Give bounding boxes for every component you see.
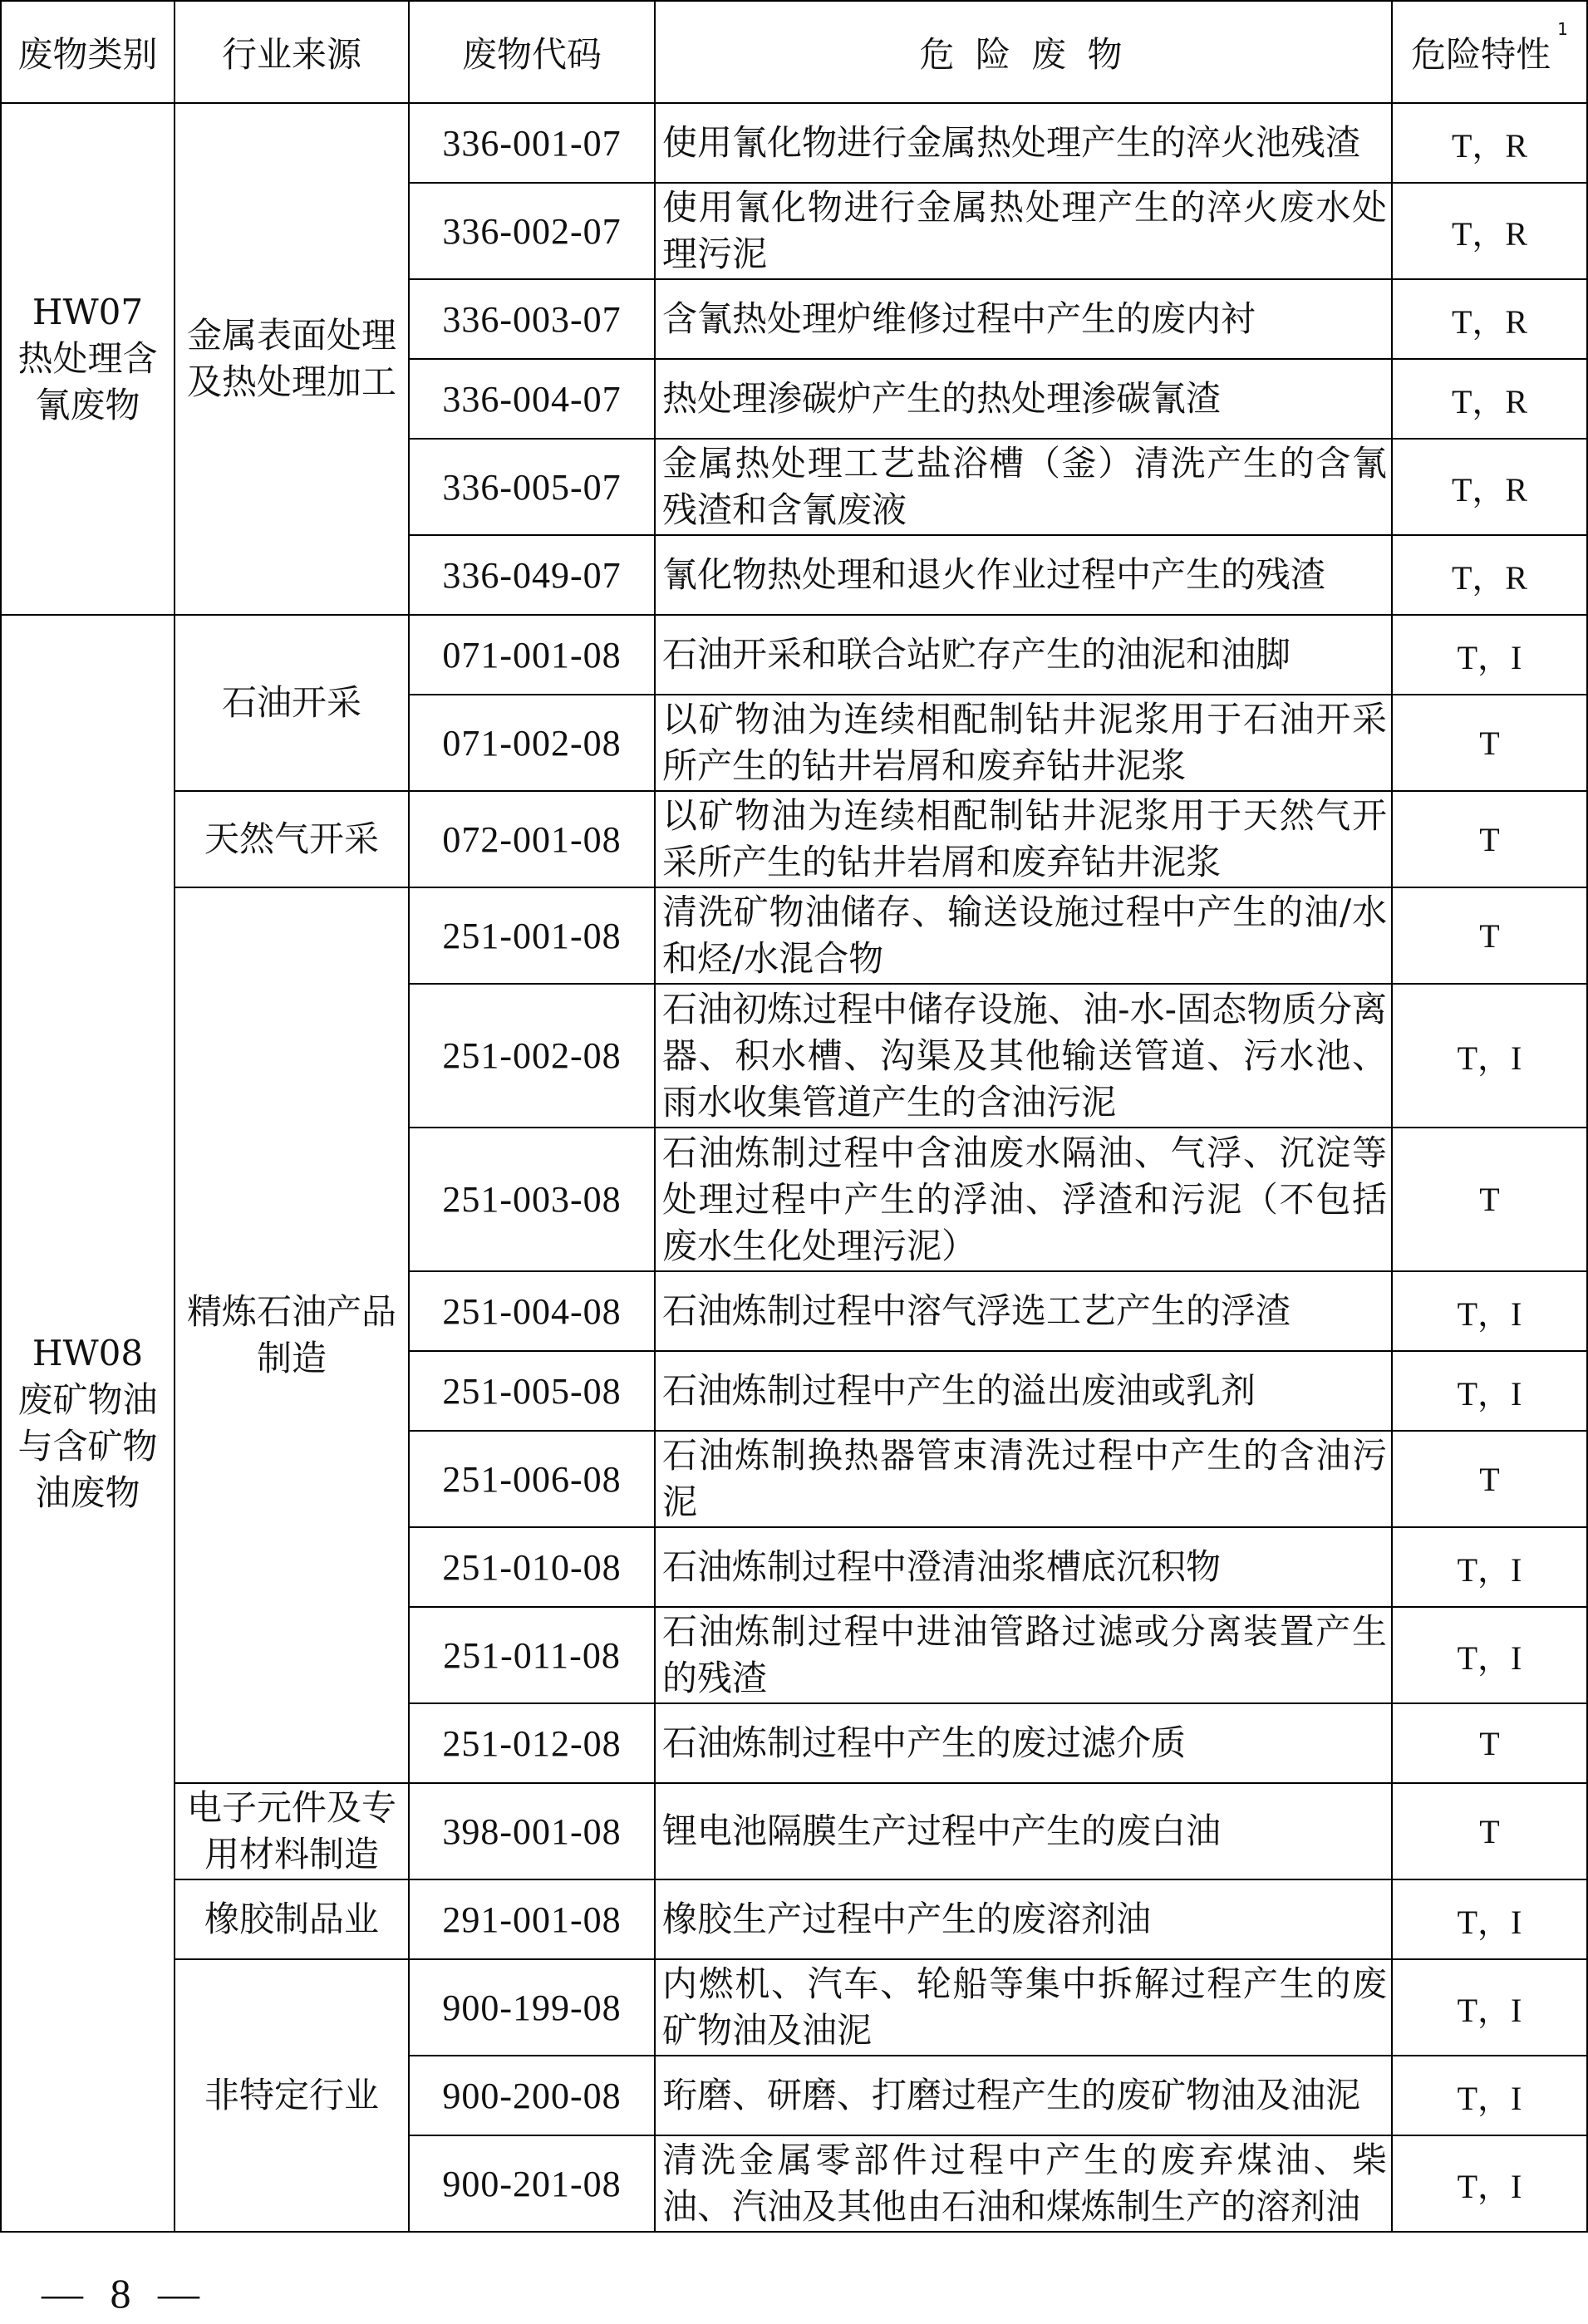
- hazard-cell: [1393, 1528, 1588, 1608]
- waste-description-cell: [656, 184, 1393, 280]
- waste-description-cell: [656, 1128, 1393, 1272]
- industry-cell: [175, 888, 410, 1784]
- category-label: [10, 289, 165, 429]
- header-hazard-label: 危险特性: [1411, 33, 1551, 75]
- waste-code-cell: [410, 2056, 656, 2136]
- waste-description: 石油炼制过程中进油管路过滤或分离装置产生的残渣: [662, 1611, 1387, 1698]
- hazard-cell: [1393, 440, 1588, 536]
- waste-code-cell: [410, 184, 656, 280]
- waste-code-cell: [410, 1272, 656, 1352]
- waste-description: 石油初炼过程中储存设施、油-水-固态物质分离器、积水槽、沟渠及其他输送管道、污水池、雨水收集管道产生的含油污泥: [662, 988, 1387, 1123]
- industry-cell: [175, 792, 410, 888]
- industry-cell: [175, 104, 410, 616]
- waste-description-cell: [656, 2056, 1393, 2136]
- hazard-cell: [1393, 1272, 1588, 1352]
- category-name: 热处理含氰废物: [17, 338, 158, 425]
- industry-name: 天然气开采: [204, 818, 379, 859]
- waste-code: 071-001-08: [442, 634, 622, 676]
- header-hazard-cell: [1393, 2, 1588, 104]
- header-category-cell: [2, 2, 175, 104]
- waste-description-cell: [656, 695, 1393, 792]
- waste-description: 石油开采和联合站贮存产生的油泥和油脚: [662, 634, 1291, 675]
- waste-code: 336-005-07: [442, 466, 622, 508]
- category-name: 废矿物油与含矿物油废物: [17, 1379, 158, 1513]
- hazard-characteristic: T，I: [1457, 1639, 1522, 1677]
- waste-description-cell: [656, 1784, 1393, 1880]
- waste-code: 291-001-08: [442, 1899, 622, 1940]
- waste-code: 251-010-08: [442, 1546, 622, 1588]
- header-industry: 行业来源: [221, 33, 361, 75]
- waste-description-cell: [656, 1272, 1393, 1352]
- hazard-cell: [1393, 184, 1588, 280]
- hazard-characteristic: T，I: [1457, 1903, 1522, 1941]
- waste-description: 石油炼制过程中含油废水隔油、气浮、沉淀等处理过程中产生的浮油、浮渣和污泥（不包括废水生化处理污泥）: [662, 1132, 1387, 1266]
- industry-name: 金属表面处理及热处理加工: [186, 315, 396, 402]
- waste-description: 珩磨、研磨、打磨过程产生的废矿物油及油泥: [662, 2075, 1361, 2115]
- header-code-cell: [410, 2, 656, 104]
- waste-code-cell: [410, 1128, 656, 1272]
- category-code: HW07: [32, 292, 144, 332]
- waste-description: 氰化物热处理和退火作业过程中产生的残渣: [662, 554, 1326, 595]
- waste-code: 900-200-08: [442, 2075, 622, 2116]
- industry-name: 非特定行业: [204, 2075, 379, 2115]
- waste-code-cell: [410, 2136, 656, 2233]
- waste-description: 清洗矿物油储存、输送设施过程中产生的油/水和烃/水混合物: [662, 892, 1387, 979]
- waste-description-cell: [656, 1880, 1393, 1960]
- waste-description-cell: [656, 616, 1393, 695]
- waste-description-cell: [656, 440, 1393, 536]
- waste-code-cell: [410, 1528, 656, 1608]
- hazard-characteristic: T: [1479, 916, 1500, 955]
- waste-description: 石油炼制过程中溶气浮选工艺产生的浮渣: [662, 1290, 1291, 1331]
- waste-code-cell: [410, 792, 656, 888]
- waste-code: 251-001-08: [442, 915, 622, 956]
- header-waste-cell: [656, 2, 1393, 104]
- waste-description: 石油炼制过程中澄清油浆槽底沉积物: [662, 1546, 1222, 1587]
- category-label: [10, 1330, 165, 1516]
- hazard-cell: [1393, 1608, 1588, 1704]
- waste-description-cell: [656, 2136, 1393, 2233]
- industry-name: 精炼石油产品制造: [186, 1291, 396, 1378]
- waste-code-cell: [410, 1608, 656, 1704]
- page-number: — 8 —: [42, 2270, 199, 2317]
- waste-description: 使用氰化物进行金属热处理产生的淬火废水处理污泥: [662, 187, 1387, 274]
- waste-code-cell: [410, 440, 656, 536]
- waste-code-cell: [410, 888, 656, 985]
- waste-code: 251-002-08: [442, 1035, 622, 1076]
- waste-code-cell: [410, 1784, 656, 1880]
- waste-code-cell: [410, 1960, 656, 2056]
- industry-name: 电子元件及专用材料制造: [186, 1787, 396, 1874]
- waste-code-cell: [410, 695, 656, 792]
- industry-name: 石油开采: [221, 682, 361, 723]
- waste-description: 锂电池隔膜生产过程中产生的废白油: [662, 1811, 1222, 1851]
- hazard-characteristic: T: [1479, 820, 1500, 858]
- waste-code: 336-001-07: [442, 122, 622, 164]
- hazard-cell: [1393, 2056, 1588, 2136]
- hazard-characteristic: T，I: [1457, 638, 1522, 676]
- hazard-cell: [1393, 104, 1588, 184]
- waste-description-cell: [656, 1352, 1393, 1432]
- waste-code-cell: [410, 1432, 656, 1528]
- waste-description: 橡胶生产过程中产生的废溶剂油: [662, 1899, 1152, 1939]
- industry-cell: [175, 616, 410, 792]
- hazard-characteristic: T，R: [1451, 126, 1528, 165]
- waste-description-cell: [656, 792, 1393, 888]
- waste-description: 内燃机、汽车、轮船等集中拆解过程产生的废矿物油及油泥: [662, 1963, 1387, 2051]
- hazard-characteristic: T: [1479, 1812, 1500, 1850]
- waste-description-cell: [656, 536, 1393, 616]
- header-code: 废物代码: [461, 33, 602, 75]
- waste-code-cell: [410, 280, 656, 360]
- waste-description-cell: [656, 104, 1393, 184]
- category-cell: [2, 616, 175, 2233]
- header-waste: 危 险 废 物: [919, 33, 1128, 75]
- hazard-characteristic: T: [1479, 1460, 1500, 1498]
- waste-code: 900-201-08: [442, 2163, 622, 2204]
- waste-description-cell: [656, 1528, 1393, 1608]
- waste-description-cell: [656, 360, 1393, 440]
- hazard-characteristic: T，I: [1457, 1295, 1522, 1333]
- hazard-cell: [1393, 1128, 1588, 1272]
- hazard-cell: [1393, 1704, 1588, 1784]
- industry-cell: [175, 1784, 410, 1880]
- waste-description-cell: [656, 1704, 1393, 1784]
- waste-description: 以矿物油为连续相配制钻井泥浆用于石油开采所产生的钻井岩屑和废弃钻井泥浆: [662, 699, 1387, 786]
- hazard-characteristic: T，R: [1451, 470, 1528, 509]
- waste-code: 251-006-08: [442, 1458, 622, 1500]
- waste-code: 251-011-08: [443, 1634, 621, 1676]
- hazard-cell: [1393, 1960, 1588, 2056]
- hazard-cell: [1393, 536, 1588, 616]
- hazard-cell: [1393, 616, 1588, 695]
- hazard-characteristic: T，I: [1457, 2079, 1522, 2117]
- hazard-characteristic: T: [1479, 724, 1500, 762]
- waste-description: 石油炼制过程中产生的废过滤介质: [662, 1722, 1187, 1763]
- header-hazard-footnote-marker: 1: [1557, 18, 1568, 39]
- hazard-cell: [1393, 1880, 1588, 1960]
- hazard-cell: [1393, 1784, 1588, 1880]
- hazard-characteristic: T，R: [1451, 558, 1528, 597]
- waste-description: 金属热处理工艺盐浴槽（釜）清洗产生的含氰残渣和含氰废液: [662, 443, 1387, 530]
- hazard-characteristic: T: [1479, 1181, 1500, 1218]
- industry-cell: [175, 1960, 410, 2233]
- waste-code: 071-002-08: [442, 722, 622, 764]
- waste-code-cell: [410, 1352, 656, 1432]
- waste-description: 以矿物油为连续相配制钻井泥浆用于天然气开采所产生的钻井岩屑和废弃钻井泥浆: [662, 795, 1387, 882]
- industry-cell: [175, 1880, 410, 1960]
- header-category: 废物类别: [17, 33, 158, 75]
- hazard-characteristic: T，I: [1457, 1039, 1522, 1077]
- hazard-characteristic: T，R: [1451, 214, 1528, 253]
- waste-code-cell: [410, 104, 656, 184]
- header-industry-cell: [175, 2, 410, 104]
- waste-code: 072-001-08: [442, 818, 622, 860]
- hazard-cell: [1393, 1352, 1588, 1432]
- waste-description: 使用氰化物进行金属热处理产生的淬火池残渣: [662, 122, 1361, 163]
- waste-code: 336-004-07: [442, 378, 622, 420]
- waste-description: 清洗金属零部件过程中产生的废弃煤油、柴油、汽油及其他由石油和煤炼制生产的溶剂油: [662, 2140, 1387, 2227]
- hazard-cell: [1393, 888, 1588, 985]
- waste-description-cell: [656, 888, 1393, 985]
- waste-description-cell: [656, 1608, 1393, 1704]
- hazard-characteristic: T，I: [1457, 2167, 1522, 2205]
- hazard-characteristic: T，R: [1451, 302, 1528, 341]
- waste-code: 251-012-08: [442, 1722, 622, 1764]
- waste-code: 251-003-08: [442, 1179, 622, 1220]
- waste-code-cell: [410, 360, 656, 440]
- waste-description-cell: [656, 1432, 1393, 1528]
- waste-description: 含氰热处理炉维修过程中产生的废内衬: [662, 298, 1256, 339]
- waste-description-cell: [656, 280, 1393, 360]
- hazard-characteristic: T，I: [1457, 1991, 1522, 2029]
- hazard-cell: [1393, 695, 1588, 792]
- waste-code: 251-005-08: [442, 1370, 622, 1412]
- waste-description-cell: [656, 985, 1393, 1128]
- waste-code-cell: [410, 985, 656, 1128]
- hazard-cell: [1393, 280, 1588, 360]
- hazard-cell: [1393, 1432, 1588, 1528]
- waste-code: 900-199-08: [442, 1987, 622, 2028]
- waste-code: 336-049-07: [442, 554, 622, 596]
- waste-code: 336-002-07: [442, 210, 622, 252]
- waste-description: 热处理渗碳炉产生的热处理渗碳氰渣: [662, 378, 1222, 419]
- hazard-cell: [1393, 2136, 1588, 2233]
- hazard-characteristic: T，R: [1451, 382, 1528, 420]
- hazard-characteristic: T，I: [1457, 1550, 1522, 1589]
- waste-description-cell: [656, 1960, 1393, 2056]
- waste-code-cell: [410, 616, 656, 695]
- hazard-cell: [1393, 792, 1588, 888]
- waste-code: 336-003-07: [442, 298, 622, 340]
- hazard-cell: [1393, 985, 1588, 1128]
- waste-code-cell: [410, 1704, 656, 1784]
- waste-code-cell: [410, 1880, 656, 1960]
- hazard-characteristic: T，I: [1457, 1374, 1522, 1413]
- category-cell: [2, 104, 175, 616]
- hazard-cell: [1393, 360, 1588, 440]
- waste-description: 石油炼制过程中产生的溢出废油或乳剂: [662, 1370, 1256, 1411]
- waste-code: 398-001-08: [442, 1811, 622, 1852]
- waste-code: 251-004-08: [442, 1290, 622, 1332]
- industry-name: 橡胶制品业: [204, 1899, 379, 1939]
- hazard-characteristic: T: [1479, 1724, 1500, 1762]
- header-hazard: [1393, 18, 1586, 77]
- waste-description: 石油炼制换热器管束清洗过程中产生的含油污泥: [662, 1435, 1387, 1522]
- waste-code-cell: [410, 536, 656, 616]
- category-code: HW08: [32, 1333, 144, 1373]
